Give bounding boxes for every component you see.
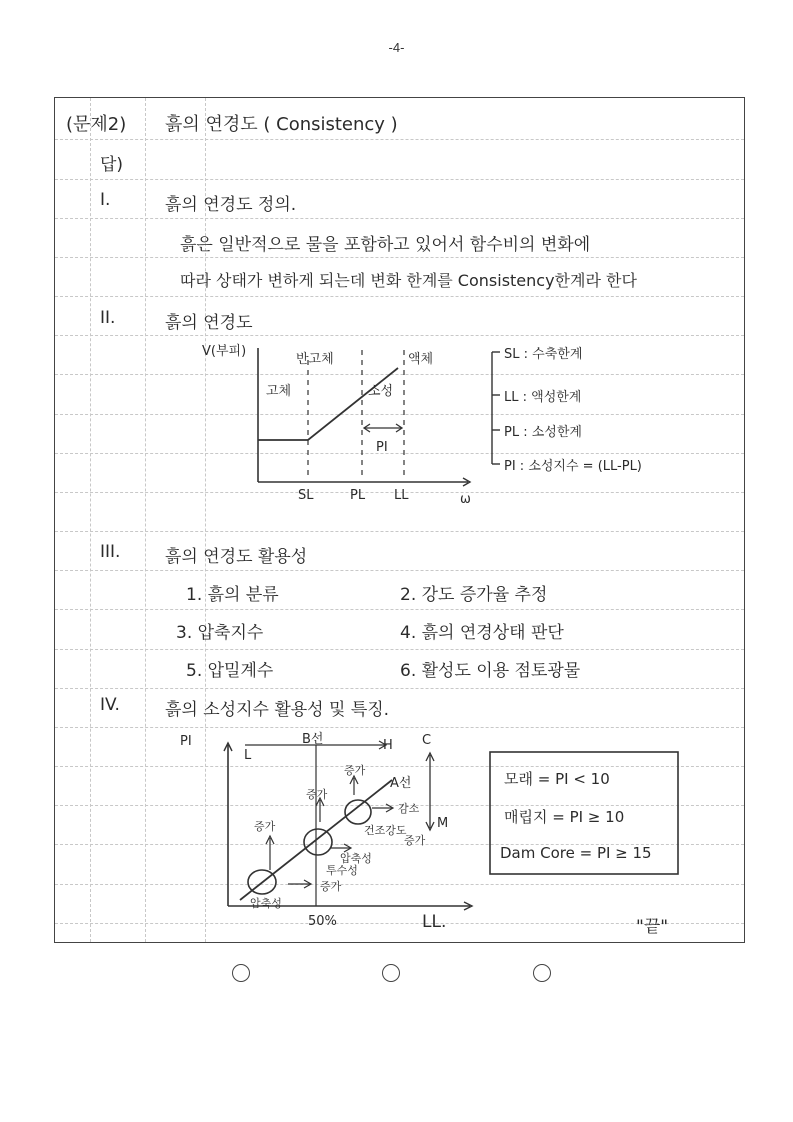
section2-numeral: II. xyxy=(100,308,116,328)
end-mark: "끝" xyxy=(636,917,669,937)
legend-pl: PL : 소성한계 xyxy=(504,425,582,440)
use-item-1: 1. 흙의 분류 xyxy=(186,585,279,605)
use-item-3: 3. 압축지수 xyxy=(176,623,264,643)
pc-note-4: 증가 xyxy=(254,820,276,833)
use-item-6: 6. 활성도 이용 점토광물 xyxy=(400,661,581,681)
graph-state-plastic: 소성 xyxy=(368,384,394,399)
section1-numeral: I. xyxy=(100,190,111,210)
pc-note-8: 증가 xyxy=(320,880,342,893)
pc-x-label: LL. xyxy=(422,912,447,932)
binder-ring-left xyxy=(232,964,250,982)
pc-low: L xyxy=(244,748,252,763)
graph-state-liquid: 액체 xyxy=(408,352,434,367)
graph-tick-pl: PL xyxy=(350,488,366,503)
criteria-dam-core: Dam Core = PI ≥ 15 xyxy=(500,844,652,862)
pc-x-tick: 50% xyxy=(308,914,337,929)
section1-line2: 따라 상태가 변하게 되는데 변화 한계를 Consistency한계라 한다 xyxy=(180,271,637,290)
criteria-landfill: 매립지 = PI ≥ 10 xyxy=(504,808,625,826)
legend-sl: SL : 수축한계 xyxy=(504,347,583,362)
pc-note-5: 투수성 xyxy=(326,864,358,877)
legend-pi: PI : 소성지수 = (LL-PL) xyxy=(504,459,642,474)
pc-zone-high xyxy=(345,800,371,824)
graph-x-label: ω xyxy=(460,492,471,507)
section4-numeral: IV. xyxy=(100,695,120,715)
pc-b-line-label: B선 xyxy=(302,732,324,747)
pc-note-7: 압축성 xyxy=(250,897,282,910)
pc-note-3: 증가 xyxy=(306,788,328,801)
graph-y-label: V(부피) xyxy=(202,344,247,359)
graph-pi-label: PI xyxy=(376,440,388,455)
pc-zone-mid xyxy=(304,829,332,855)
answer-label: 답) xyxy=(100,155,124,175)
section1-line1: 흙은 일반적으로 물을 포함하고 있어서 함수비의 변화에 xyxy=(180,235,591,255)
volume-curve xyxy=(258,368,398,440)
graph-state-solid: 고체 xyxy=(266,384,292,399)
use-item-5: 5. 압밀계수 xyxy=(186,661,274,681)
page-number: -4- xyxy=(388,40,405,55)
problem-number: (문제2) xyxy=(66,114,127,135)
pc-high: H xyxy=(383,738,393,753)
graph-tick-ll: LL xyxy=(394,488,409,503)
pc-note-6: 건조강도 xyxy=(364,824,407,837)
pc-note-1: 증가 xyxy=(344,764,366,777)
graph-tick-sl: SL xyxy=(298,488,314,503)
pc-y-label: PI xyxy=(180,734,192,749)
pc-m-label: M xyxy=(437,816,449,831)
section1-heading: 흙의 연경도 정의. xyxy=(165,195,297,215)
pc-c-label: C xyxy=(422,733,432,748)
graph-state-semisolid: 반고체 xyxy=(296,352,334,367)
legend-ll: LL : 액성한계 xyxy=(504,390,582,405)
use-item-4: 4. 흙의 연경상태 판단 xyxy=(400,623,564,643)
pc-note-2: 감소 xyxy=(398,802,420,815)
section4-heading: 흙의 소성지수 활용성 및 특징. xyxy=(165,700,390,720)
problem-title: 흙의 연경도 ( Consistency ) xyxy=(165,114,398,135)
binder-ring-center xyxy=(382,964,400,982)
section3-numeral: III. xyxy=(100,542,121,562)
pc-note-10: 증가 xyxy=(404,834,426,847)
binder-ring-right xyxy=(533,964,551,982)
pc-a-line-label: A선 xyxy=(390,776,412,791)
section2-heading: 흙의 연경도 xyxy=(165,313,253,333)
use-item-2: 2. 강도 증가율 추정 xyxy=(400,585,548,605)
criteria-sand: 모래 = PI < 10 xyxy=(504,770,610,788)
pc-note-9: 압축성 xyxy=(340,852,372,865)
section3-heading: 흙의 연경도 활용성 xyxy=(165,547,308,567)
